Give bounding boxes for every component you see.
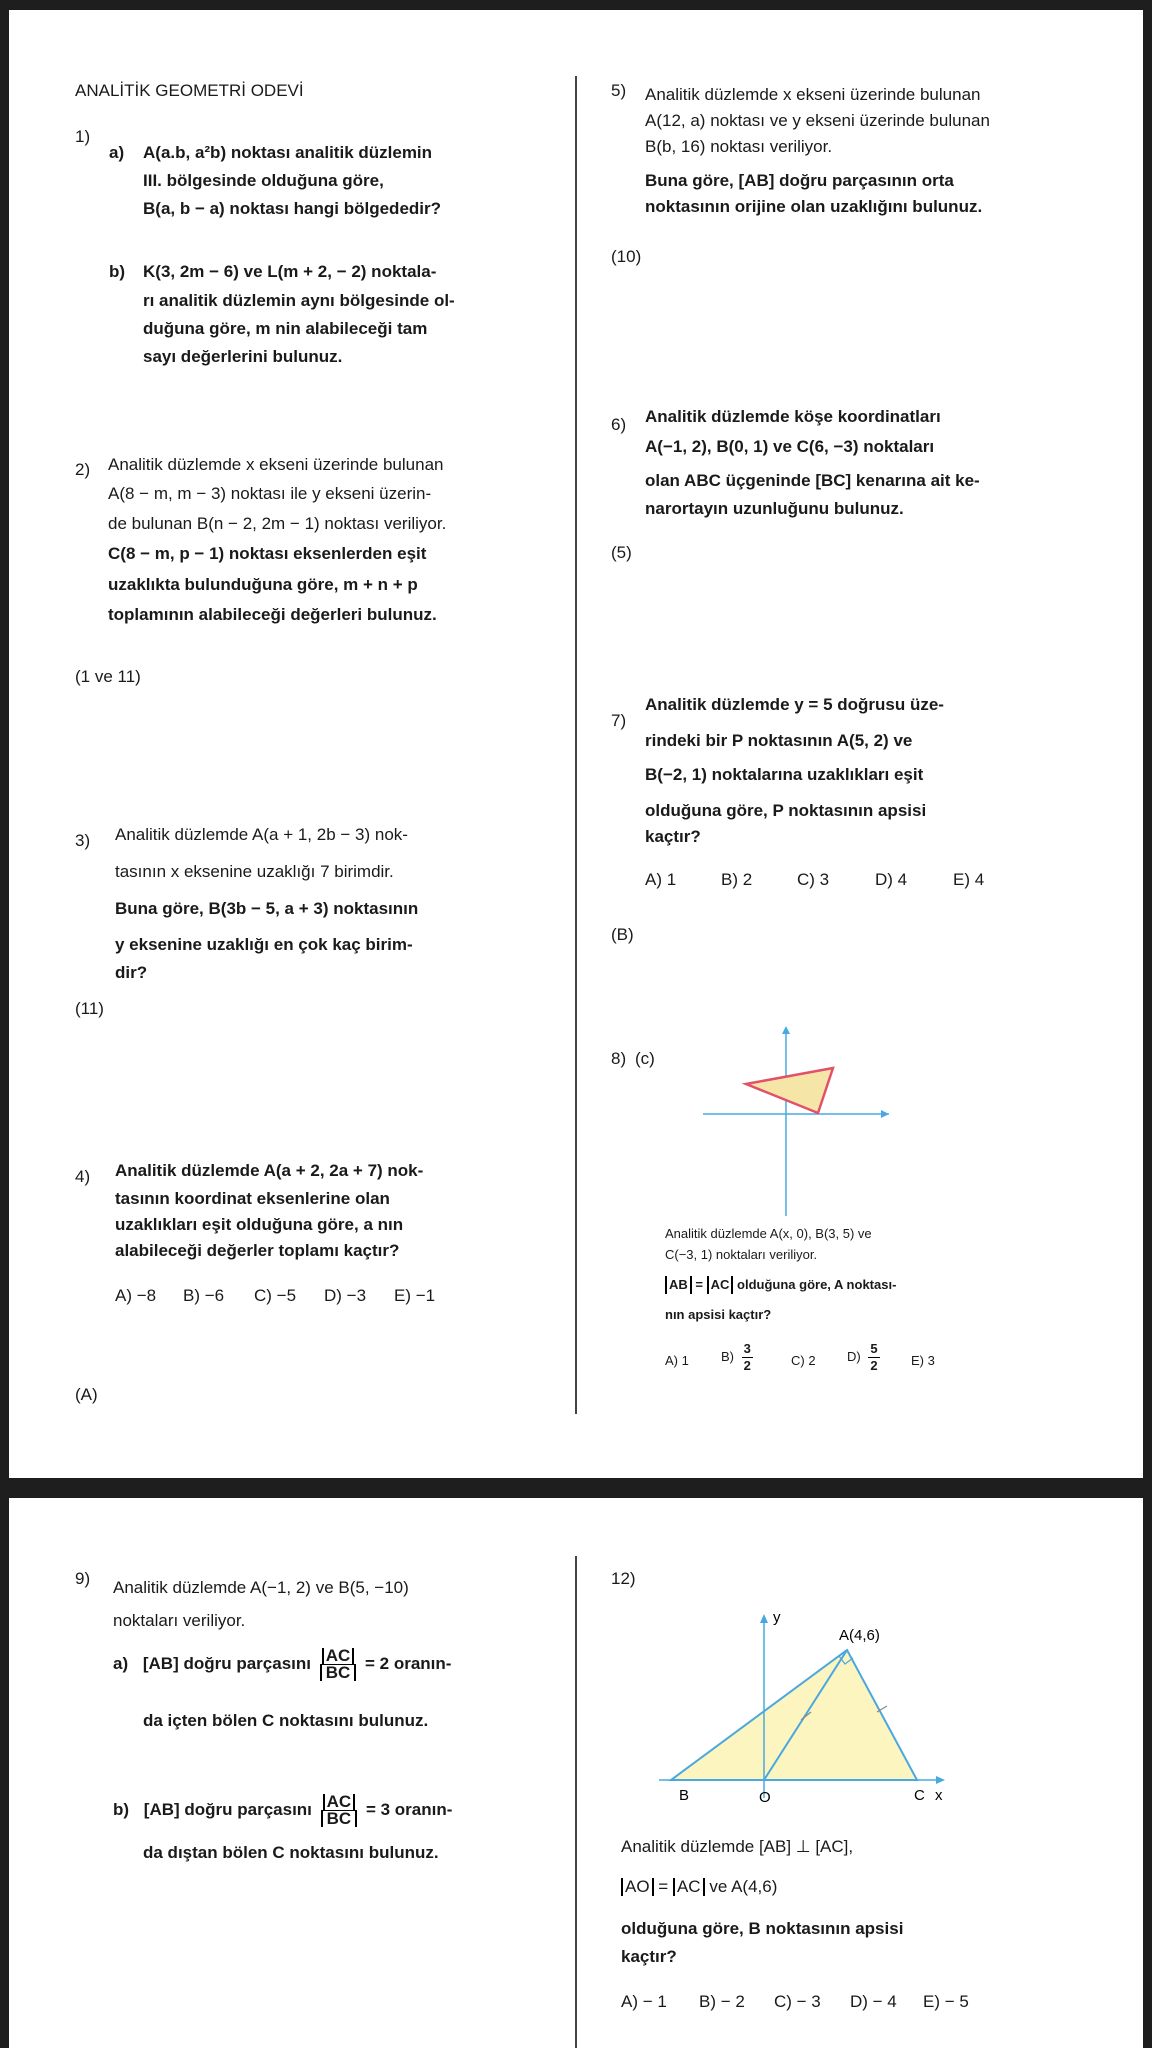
- q12-choice: B) − 2: [699, 1992, 745, 2011]
- worksheet-page-2: [9, 1498, 1143, 2048]
- q1-b-line: K(3, 2m − 6) ve L(m + 2, − 2) noktala-: [143, 262, 437, 281]
- worksheet-page-1: [9, 10, 1143, 1478]
- q7-line: olduğuna göre, P noktasının apsisi: [645, 801, 927, 820]
- q1-b-line: sayı değerlerini bulunuz.: [143, 347, 343, 366]
- q1-number: 1): [75, 127, 91, 146]
- label-a: A(4,6): [839, 1627, 880, 1644]
- q12-choice: A) − 1: [621, 1992, 667, 2011]
- q7-choice: D) 4: [875, 870, 908, 889]
- q8-choice: C) 2: [791, 1353, 816, 1368]
- q7-answer-note: (B): [611, 925, 634, 944]
- q9-a-pre: [AB] doğru parçasını: [142, 1653, 311, 1673]
- column-divider: [575, 76, 577, 1414]
- q6-line: narortayın uzunluğunu bulunuz.: [645, 499, 904, 518]
- q7-number: 7): [611, 711, 627, 730]
- q1-b-line: duğuna göre, m nin alabileceği tam: [143, 319, 428, 338]
- q1-b-line: rı analitik düzlemin aynı bölgesinde ol-: [143, 291, 455, 310]
- q9-b: [113, 1794, 452, 1827]
- label-b: B: [679, 1787, 690, 1804]
- q9-b-ratio: $\frac{AC}{BC}$: [321, 1794, 358, 1827]
- q12-figure: [649, 1598, 969, 1808]
- q8-condition: [665, 1274, 896, 1296]
- q8-choice: D) $\frac{5}{2}$: [847, 1341, 878, 1373]
- q5-line: A(12, a) noktası ve y ekseni üzerinde bulunan: [645, 111, 990, 130]
- q12-choice: E) − 5: [923, 1992, 969, 2011]
- q5-answer-note: (10): [611, 247, 642, 266]
- q9-a-ratio: $\frac{AC}{BC}$: [320, 1648, 357, 1681]
- q2-line: toplamının alabileceği değerleri bulunuz.: [108, 605, 437, 624]
- y-axis-arrow: [782, 1026, 790, 1034]
- q12-abs-ao: AO: [621, 1878, 654, 1896]
- q1-a-line: III. bölgesinde olduğuna göre,: [143, 171, 384, 190]
- q7-line: kaçtır?: [645, 827, 701, 846]
- q12-cond-rest: ve A(4,6): [709, 1877, 778, 1896]
- q9-number: 9): [75, 1569, 91, 1588]
- q3-number: 3): [75, 831, 91, 850]
- triangle-abc: [671, 1650, 917, 1780]
- q2-line: Analitik düzlemde x ekseni üzerinde bulunan: [108, 455, 444, 474]
- q4-choice: B) −6: [183, 1286, 225, 1305]
- q1-a-line: A(a.b, a²b) noktası analitik düzlemin: [143, 143, 433, 162]
- q12-choice: C) − 3: [774, 1992, 821, 2011]
- q2-answer-note: (1 ve 11): [75, 667, 141, 686]
- q4-choice: A) −8: [115, 1286, 157, 1305]
- triangle-abc: [746, 1068, 833, 1113]
- q9-a-post: = 2 oranın-: [365, 1653, 452, 1673]
- q4-choice: C) −5: [254, 1286, 297, 1305]
- q9-b-post: = 3 oranın-: [365, 1799, 453, 1819]
- q2-line: A(8 − m, m − 3) noktası ile y ekseni üzerin-: [108, 484, 432, 503]
- q5-line: B(b, 16) noktası veriliyor.: [645, 137, 833, 156]
- q3-line: Buna göre, B(3b − 5, a + 3) noktasının: [115, 899, 419, 918]
- q7-choice: C) 3: [797, 870, 830, 889]
- y-axis-arrow: [760, 1614, 768, 1623]
- q9-a: [113, 1648, 451, 1681]
- q12-choice: D) − 4: [850, 1992, 897, 2011]
- q8-answer-note: (c): [635, 1049, 655, 1068]
- q8-abs-ab: AB: [665, 1276, 692, 1294]
- q8-line: C(−3, 1) noktaları veriliyor.: [665, 1247, 818, 1262]
- q5-line: Buna göre, [AB] doğru parçasının orta: [645, 171, 954, 190]
- q8-equals: =: [695, 1277, 703, 1292]
- q4-line: alabileceği değerler toplamı kaçtır?: [115, 1241, 400, 1260]
- label-o: O: [759, 1789, 771, 1806]
- q6-line: A(−1, 2), B(0, 1) ve C(6, −3) noktaları: [645, 437, 935, 456]
- q8-figure: [689, 1010, 909, 1220]
- q4-line: uzaklıkları eşit olduğuna göre, a nın: [115, 1215, 404, 1234]
- q12-equals: =: [658, 1877, 669, 1896]
- q8-choice: E) 3: [911, 1353, 935, 1368]
- q8-number: 8): [611, 1049, 627, 1068]
- q8-line: nın apsisi kaçtır?: [665, 1307, 772, 1322]
- q6-line: olan ABC üçgeninde [BC] kenarına ait ke-: [645, 471, 980, 490]
- label-y: y: [773, 1609, 781, 1626]
- q1-a-label: a): [109, 143, 125, 162]
- q3-line: dir?: [115, 963, 148, 982]
- q12-abs-ac: AC: [673, 1878, 705, 1896]
- q4-line: Analitik düzlemde A(a + 2, 2a + 7) nok-: [115, 1161, 424, 1180]
- q9-line: Analitik düzlemde A(−1, 2) ve B(5, −10): [113, 1578, 409, 1597]
- q6-number: 6): [611, 415, 627, 434]
- q8-choice: B) $\frac{3}{2}$: [721, 1341, 751, 1373]
- q1-a-line: B(a, b − a) noktası hangi bölgededir?: [143, 199, 442, 218]
- q12-line: kaçtır?: [621, 1947, 677, 1966]
- q8-cond-rest: olduğuna göre, A noktası-: [737, 1277, 897, 1292]
- x-axis-arrow: [881, 1110, 889, 1118]
- q2-line: de bulunan B(n − 2, 2m − 1) noktası veriliyor.: [108, 514, 447, 533]
- q1-b-label: b): [109, 262, 126, 281]
- q8-abs-ac: AC: [707, 1276, 734, 1294]
- q7-choice: A) 1: [645, 870, 677, 889]
- q7-line: B(−2, 1) noktalarına uzaklıkları eşit: [645, 765, 924, 784]
- page-title: ANALİTİK GEOMETRİ ODEVİ: [75, 81, 304, 100]
- q9-b-label: b): [113, 1799, 130, 1819]
- q3-answer-note: (11): [75, 999, 104, 1018]
- label-c: C: [914, 1787, 925, 1804]
- q2-line: C(8 − m, p − 1) noktası eksenlerden eşit: [108, 544, 427, 563]
- q9-b-pre: [AB] doğru parçasını: [143, 1799, 312, 1819]
- q3-line: Analitik düzlemde A(a + 1, 2b − 3) nok-: [115, 825, 408, 844]
- q8-choice: A) 1: [665, 1353, 689, 1368]
- x-axis-arrow: [936, 1776, 945, 1784]
- q4-choice: E) −1: [394, 1286, 436, 1305]
- q6-answer-note: (5): [611, 543, 632, 562]
- q4-answer-note: (A): [75, 1385, 98, 1404]
- label-x: x: [935, 1787, 943, 1804]
- q7-line: Analitik düzlemde y = 5 doğrusu üze-: [645, 695, 944, 714]
- q2-number: 2): [75, 460, 91, 479]
- q12-line: Analitik düzlemde [AB] ⊥ [AC],: [621, 1837, 854, 1856]
- q9-a-last: da içten bölen C noktasını bulunuz.: [143, 1711, 429, 1730]
- q4-line: tasının koordinat eksenlerine olan: [115, 1189, 390, 1208]
- q7-choice: B) 2: [721, 870, 753, 889]
- q4-number: 4): [75, 1167, 91, 1186]
- q5-number: 5): [611, 81, 627, 100]
- q5-line: noktasının orijine olan uzaklığını bulunuz.: [645, 197, 983, 216]
- q8-line: Analitik düzlemde A(x, 0), B(3, 5) ve: [665, 1226, 872, 1241]
- q4-choice: D) −3: [324, 1286, 367, 1305]
- q6-line: Analitik düzlemde köşe koordinatları: [645, 407, 941, 426]
- q12-number: 12): [611, 1569, 636, 1588]
- q12-condition: [621, 1872, 777, 1902]
- q2-line: uzaklıkta bulunduğuna göre, m + n + p: [108, 575, 418, 594]
- q7-line: rindeki bir P noktasının A(5, 2) ve: [645, 731, 913, 750]
- q7-choice: E) 4: [953, 870, 985, 889]
- q3-line: tasının x eksenine uzaklığı 7 birimdir.: [115, 862, 394, 881]
- q3-line: y eksenine uzaklığı en çok kaç birim-: [115, 935, 413, 954]
- q12-line: olduğuna göre, B noktasının apsisi: [621, 1919, 904, 1938]
- q9-a-label: a): [113, 1653, 129, 1673]
- q5-line: Analitik düzlemde x ekseni üzerinde bulunan: [645, 85, 981, 104]
- q9-line: noktaları veriliyor.: [113, 1611, 246, 1630]
- q9-b-last: da dıştan bölen C noktasını bulunuz.: [143, 1843, 439, 1862]
- column-divider: [575, 1556, 577, 2048]
